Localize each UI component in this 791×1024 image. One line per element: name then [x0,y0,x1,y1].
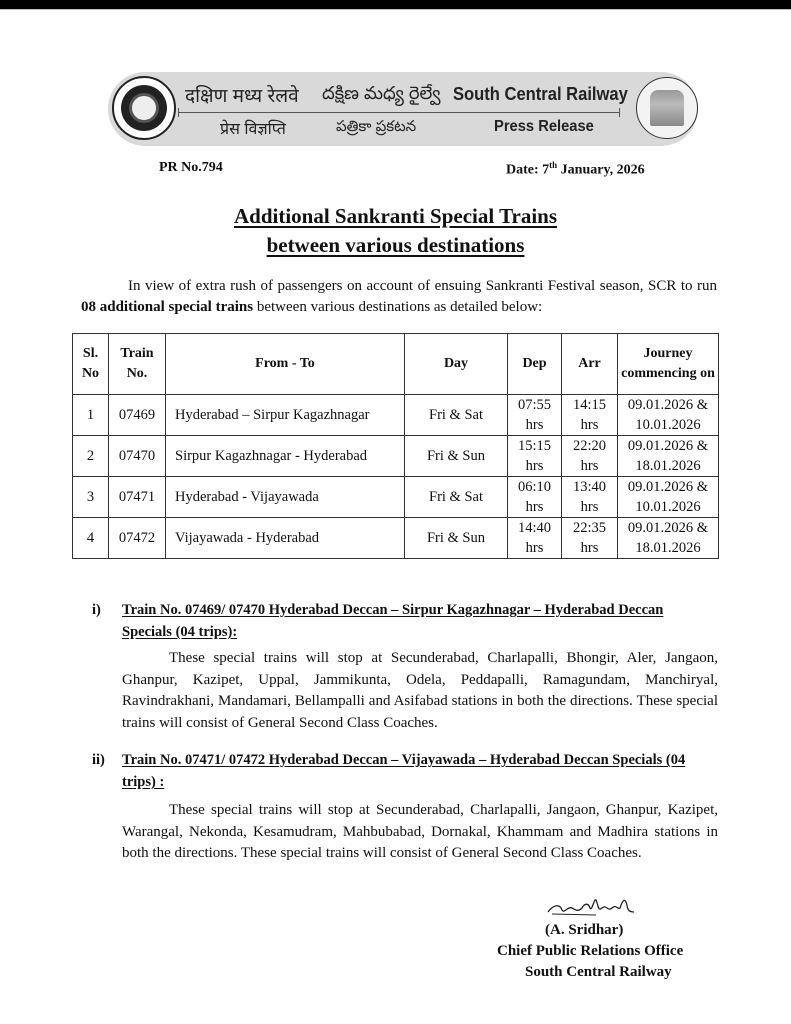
section-2-body: These special trains will stop at Secunderabad, Charlapalli, Jangaon, Ghanpur, Kazipet, Warangal, Nekonda, Kesamudram, Mahbubabad, Dornakal, Khammam and Madhira stations in both the directions. These special trains will consist of General Second Class Coaches. [122,802,718,861]
intro-paragraph [81,276,717,318]
cell-arr: 22:35 hrs [562,518,618,559]
intro-text-2: between various destinations as detailed below: [253,299,543,315]
indian-railways-emblem-icon [112,76,176,140]
section-1-title: Train No. 07469/ 07470 Hyderabad Deccan – Sirpur Kagazhnagar – Hyderabad Deccan Specials (04 trips): [122,602,664,640]
section-1-number: i) [92,602,101,618]
cell-route: Vijayawada - Hyderabad [166,518,405,559]
cell-route: Sirpur Kagazhnagar - Hyderabad [166,436,405,477]
locomotive-emblem-icon [636,77,698,139]
signoff-block [490,920,700,983]
table-row [73,477,719,518]
page-title-line-1: Additional Sankranti Special Trains [233,204,558,228]
cell-arr: 13:40 hrs [562,477,618,518]
top-bar [0,0,791,10]
letterhead-telugu-title: దక్షిణ మధ్య రైల్వే [322,83,441,103]
header-dep: Dep [508,334,562,395]
cell-train: 07471 [109,477,166,518]
signature-icon [546,894,636,918]
letterhead-hindi-subtitle: प्रेस विज्ञप्ति [220,121,286,138]
intro-highlight: 08 additional special trains [81,299,254,315]
release-date [506,160,645,179]
letterhead-telugu-subtitle: పత్రికా ప్రకటన [336,118,417,135]
cell-journey: 09.01.2026 & 18.01.2026 [618,518,719,559]
cell-day: Fri & Sat [405,477,508,518]
cell-route: Hyderabad – Sirpur Kagazhnagar [166,395,405,436]
cell-sl: 2 [73,436,109,477]
cell-dep: 07:55 hrs [508,395,562,436]
header-sl-no: Sl. No [73,334,109,395]
cell-route: Hyderabad - Vijayawada [166,477,405,518]
letterhead-english-subtitle: Press Release [494,118,594,135]
cell-day: Fri & Sun [405,518,508,559]
cell-sl: 4 [73,518,109,559]
date-suffix: January, 2026 [557,162,645,178]
cell-day: Fri & Sat [405,395,508,436]
table-row [73,395,719,436]
table-row [73,436,719,477]
cell-day: Fri & Sun [405,436,508,477]
section-1-body: These special trains will stop at Secunderabad, Charlapalli, Bhongir, Aler, Jangaon, Ghanpur, Kazipet, Uppal, Jammikunta, Odela, Peddapalli, Ramagundam, Manchiryal, Ravindrakhani, Mandamari, Bellampalli and Asifabad stations in both the directions. These special trains will consist of General Second Class Coaches. [122,650,718,731]
cell-journey: 09.01.2026 & 10.01.2026 [618,477,719,518]
header-journey: Journey commencing on [618,334,719,395]
signatory-designation: Chief Public Relations Office [497,943,684,959]
header-from-to: From - To [166,334,405,395]
cell-sl: 1 [73,395,109,436]
signatory-name: (A. Sridhar) [545,922,624,938]
cell-arr: 22:20 hrs [562,436,618,477]
cell-journey: 09.01.2026 & 10.01.2026 [618,395,719,436]
cell-train: 07472 [109,518,166,559]
cell-dep: 14:40 hrs [508,518,562,559]
header-train-no: Train No. [109,334,166,395]
cell-journey: 09.01.2026 & 18.01.2026 [618,436,719,477]
header-day: Day [405,334,508,395]
cell-train: 07470 [109,436,166,477]
cell-train: 07469 [109,395,166,436]
cell-arr: 14:15 hrs [562,395,618,436]
date-ordinal: th [549,160,558,170]
table-header-row [73,334,719,395]
press-release-number: PR No.794 [159,160,223,175]
section-2-number: ii) [92,752,105,768]
section-2-title: Train No. 07471/ 07472 Hyderabad Deccan – Vijayawada – Hyderabad Deccan Specials (04 trips) : [122,752,686,790]
header-arr: Arr [562,334,618,395]
cell-dep: 15:15 hrs [508,436,562,477]
letterhead-divider [178,112,620,113]
letterhead-english-title: South Central Railway [453,84,628,104]
cell-sl: 3 [73,477,109,518]
intro-text-1: In view of extra rush of passengers on account of ensuing Sankranti Festival season, SCR to run [128,278,717,294]
table-row [73,518,719,559]
cell-dep: 06:10 hrs [508,477,562,518]
special-trains-table [72,333,719,559]
page-title-line-2: between various destinations [266,233,525,257]
date-prefix: Date: 7 [506,162,550,178]
signatory-organization: South Central Railway [525,964,672,980]
letterhead-hindi-title: दक्षिण मध्य रेलवे [185,86,299,107]
